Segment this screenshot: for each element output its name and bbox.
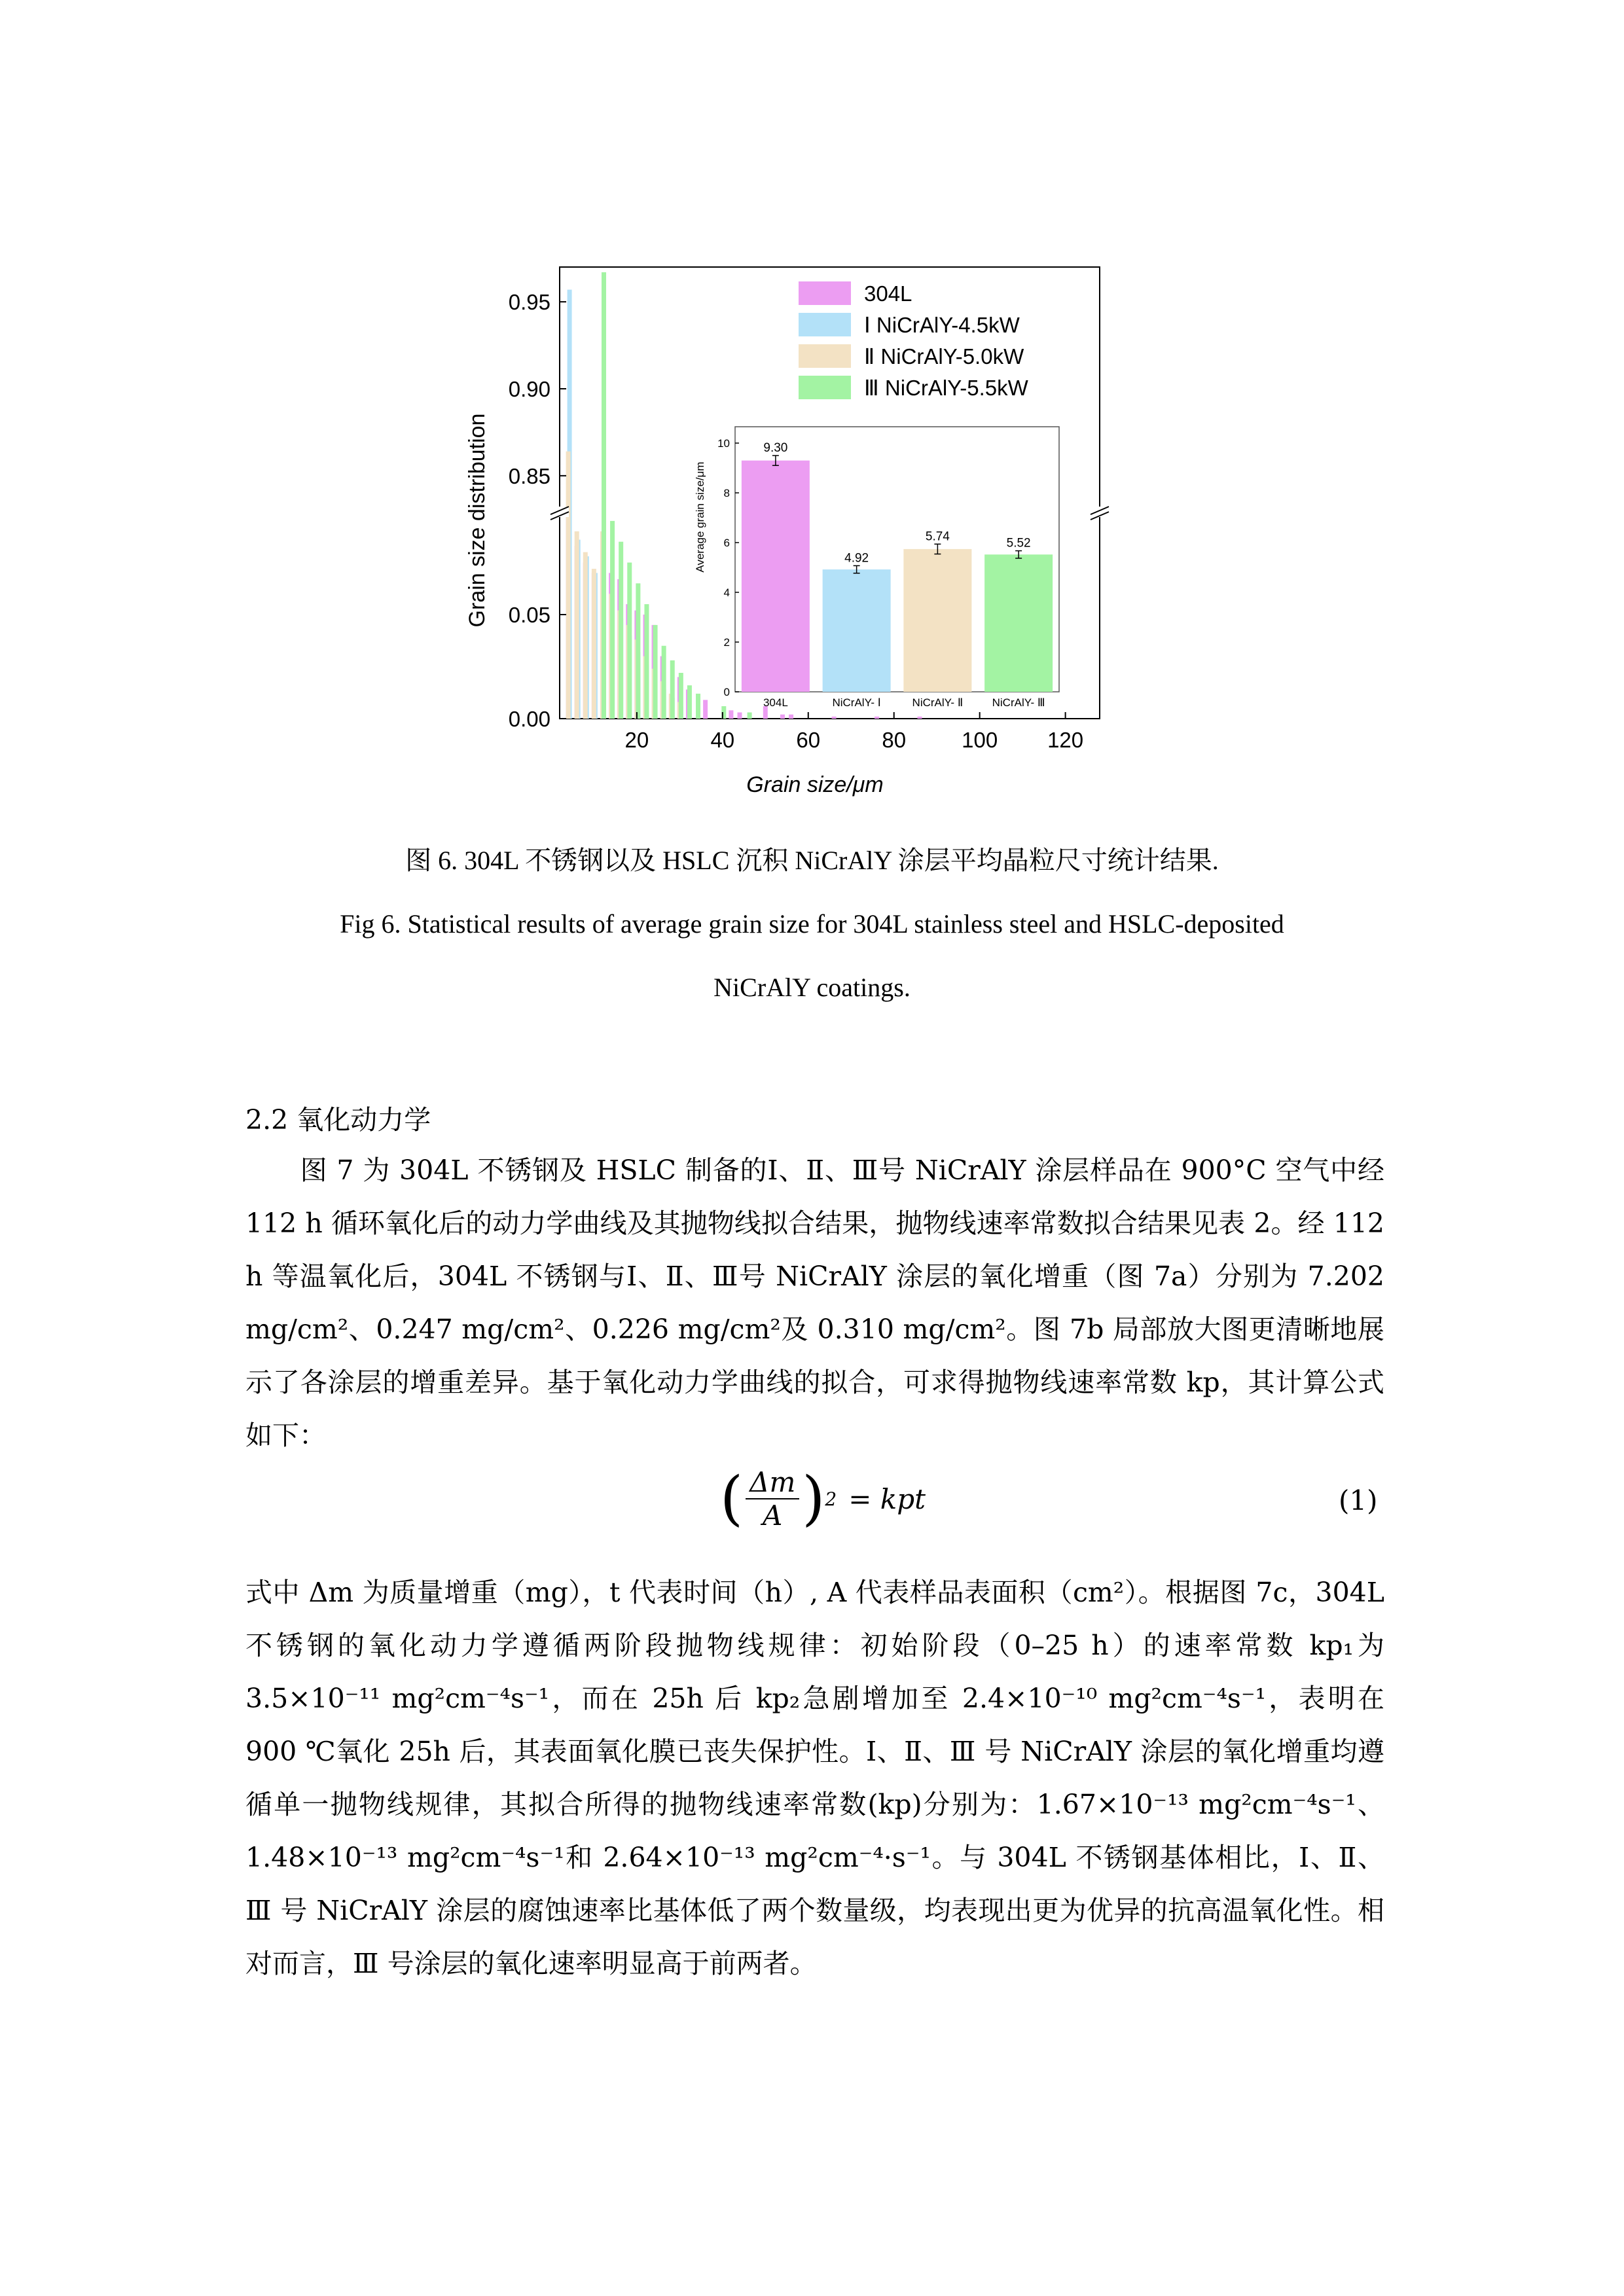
inset-y-tick-label: 0 — [723, 686, 730, 698]
equation-rhs: = kpt — [848, 1482, 926, 1515]
inset-category-label: NiCrAlY- Ⅲ — [992, 696, 1045, 709]
x-tick-label: 20 — [624, 728, 649, 752]
equation-1: ( $\frac{\Delta m}{A}$ ) 2 = kpt — [720, 1464, 926, 1533]
bar-3-8 — [670, 660, 675, 719]
body-paragraph-1 — [245, 1144, 1384, 1462]
bar-3-10 — [687, 685, 692, 719]
paragraph-1-text: 图 7 为 304L 不锈钢及 HSLC 制备的Ⅰ、Ⅱ、Ⅲ号 NiCrAlY 涂层样品在 900°C 空气中经 112 h 循环氧化后的动力学曲线及其抛物线拟合结果，抛物线速率常数拟合结果见表 2。经 112 h 等温氧化后，304L 不锈钢与Ⅰ、Ⅱ、Ⅲ号 NiCrAlY 涂层的氧化增重（图 7a）分别为 7.202 mg/cm²、0.247 mg/cm²、0.226 mg/cm²及 0.310 mg/cm²。图 7b 局部放大图更清晰地展示了各涂层的增重差异。基于氧化动力学曲线的拟合，可求得抛物线速率常数 kp，其计算公式如下： — [245, 1155, 1384, 1451]
x-tick-label: 80 — [882, 728, 907, 752]
x-tick-label: 60 — [796, 728, 821, 752]
bar-0-16 — [738, 712, 742, 719]
x-tick-label: 40 — [710, 728, 735, 752]
inset-plot — [717, 427, 1059, 709]
inset-category-label: NiCrAlY- Ⅱ — [912, 696, 964, 709]
inset-bar-2 — [903, 549, 971, 692]
body-paragraph-2 — [245, 1566, 1384, 1990]
bar-3-3 — [627, 563, 632, 719]
inset-y-tick-label: 2 — [723, 636, 730, 649]
legend-label: Ⅰ NiCrAlY-4.5kW — [864, 313, 1020, 337]
legend-label: 304L — [864, 281, 912, 306]
equation-denominator: A — [763, 1499, 783, 1532]
inset-y-axis-label: Average grain size/μm — [694, 461, 706, 573]
legend-swatch-2 — [799, 344, 851, 368]
bar-3-2 — [619, 542, 623, 719]
bar-2-0-upper — [566, 452, 571, 511]
bar-0-15 — [729, 710, 733, 719]
inset-y-tick-label: 6 — [723, 537, 730, 549]
bar-0-18 — [780, 715, 785, 719]
bar-3-7 — [662, 646, 666, 719]
bar-3-9 — [679, 673, 683, 719]
figure-caption-en-line1: Fig 6. Statistical results of average grain size for 304L stainless steel and HSLC-deposited — [340, 909, 1284, 939]
legend-swatch-3 — [799, 376, 851, 399]
inset-value-label: 5.74 — [925, 529, 950, 544]
x-axis-label: Grain size/μm — [746, 772, 884, 797]
bar-0-21 — [875, 717, 879, 719]
bar-2-2 — [583, 552, 588, 719]
x-tick-label: 100 — [962, 728, 998, 752]
y-axis-label: Grain size distribution — [465, 413, 490, 628]
equation-numerator: Δm — [746, 1466, 799, 1499]
inset-y-tick-label: 10 — [717, 437, 730, 450]
inset-y-tick-label: 4 — [723, 586, 730, 599]
figure-caption-en-line2: NiCrAlY coatings. — [713, 973, 911, 1002]
bar-3-1 — [610, 521, 615, 719]
y-tick-label: 0.95 — [508, 290, 550, 315]
grain-size-figure — [432, 249, 1191, 825]
bar-3-4 — [636, 583, 640, 719]
legend-label: Ⅲ NiCrAlY-5.5kW — [864, 376, 1028, 400]
equation-number: (1) — [1339, 1484, 1378, 1516]
figure-caption-cn: 图 6. 304L 不锈钢以及 HSLC 沉积 NiCrAlY 涂层平均晶粒尺寸统计结果. — [405, 846, 1219, 875]
inset-value-label: 4.92 — [844, 551, 869, 565]
bar-0-14 — [703, 700, 708, 719]
bar-0-22 — [918, 717, 922, 719]
bar-2-3 — [592, 569, 596, 719]
bar-3-13 — [748, 712, 752, 719]
bar-3-0-upper — [602, 272, 606, 511]
inset-category-label: NiCrAlY- Ⅰ — [832, 696, 881, 709]
legend-swatch-1 — [799, 313, 851, 336]
section-heading: 2.2 氧化动力学 — [245, 1104, 431, 1136]
bar-0-20 — [832, 717, 837, 719]
bar-3-11 — [696, 694, 700, 719]
legend — [799, 281, 1029, 400]
bar-3-6 — [653, 625, 658, 719]
bar-3-5 — [644, 604, 649, 719]
bar-3-0-lower — [602, 511, 606, 719]
inset-bar-0 — [742, 461, 810, 692]
legend-label: Ⅱ NiCrAlY-5.0kW — [864, 344, 1024, 368]
bar-2-0-lower — [566, 511, 571, 719]
inset-value-label: 5.52 — [1006, 536, 1031, 550]
bar-0-19 — [789, 715, 793, 719]
inset-bar-1 — [823, 569, 891, 692]
inset-y-tick-label: 8 — [723, 487, 730, 499]
bar-2-1 — [575, 531, 579, 719]
inset-bar-3 — [984, 554, 1053, 692]
x-tick-label: 120 — [1047, 728, 1084, 752]
y-tick-label: 0.85 — [508, 463, 550, 488]
y-tick-label: 0.05 — [508, 603, 550, 627]
inset-category-label: 304L — [763, 696, 788, 709]
paragraph-2-text: 式中 Δm 为质量增重（mg），t 代表时间（h）, A 代表样品表面积（cm²）。根据图 7c，304L 不锈钢的氧化动力学遵循两阶段抛物线规律：初始阶段（0–25 h）的速率常数 kp₁为 3.5×10⁻¹¹ mg²cm⁻⁴s⁻¹，而在 25h 后 kp₂急剧增加至 2.4×10⁻¹⁰ mg²cm⁻⁴s⁻¹，表明在 900 ℃氧化 25h 后，其表面氧化膜已丧失保护性。Ⅰ、Ⅱ、Ⅲ 号 NiCrAlY 涂层的氧化增重均遵循单一抛物线规律，其拟合所得的抛物线速率常数(kp)分别为：1.67×10⁻¹³ mg²cm⁻⁴s⁻¹、1.48×10⁻¹³ mg²cm⁻⁴s⁻¹和 2.64×10⁻¹³ mg²cm⁻⁴·s⁻¹。与 304L 不锈钢基体相比，Ⅰ、Ⅱ、Ⅲ 号 NiCrAlY 涂层的腐蚀速率比基体低了两个数量级，均表现出更为优异的抗高温氧化性。相对而言，Ⅲ 号涂层的氧化速率明显高于前两者。 — [245, 1577, 1384, 1979]
inset-value-label: 9.30 — [763, 441, 788, 455]
y-tick-label: 0.90 — [508, 377, 550, 401]
legend-swatch-0 — [799, 281, 851, 305]
y-tick-label: 0.00 — [508, 707, 550, 731]
